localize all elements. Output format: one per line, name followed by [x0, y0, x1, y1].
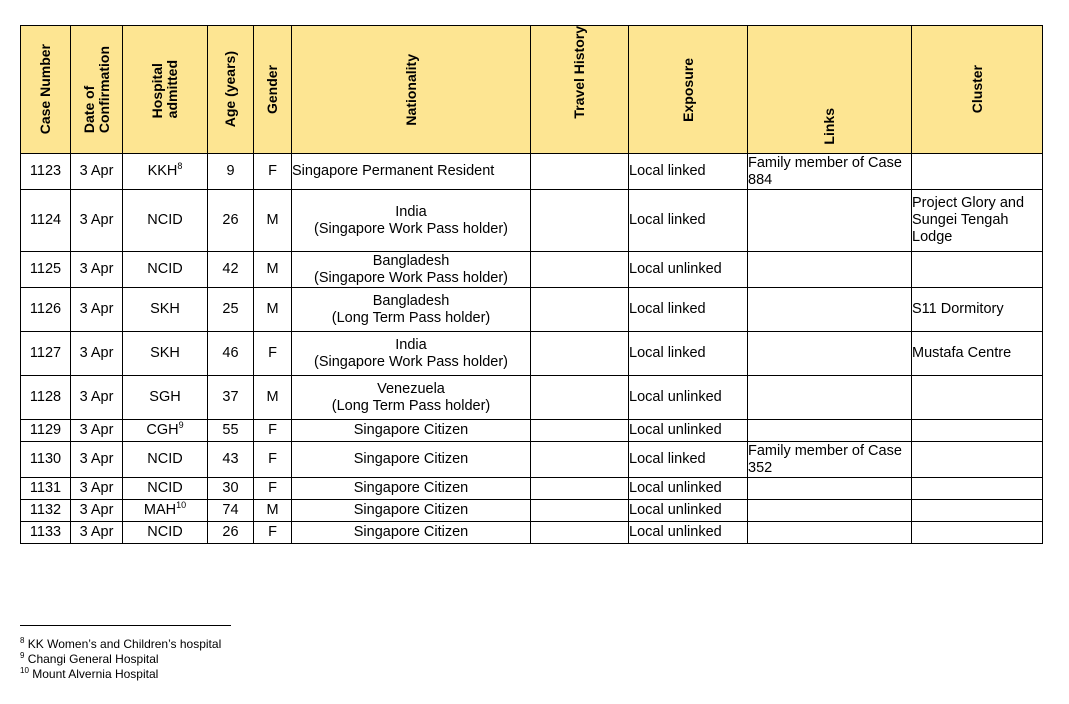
nationality-text: India [395, 203, 427, 220]
cell-gender: F [254, 332, 292, 376]
cell-links [748, 522, 912, 544]
header-age: Age (years) [208, 26, 254, 154]
cell-nationality [292, 190, 531, 252]
footnote-ref: 8 [177, 161, 183, 172]
cell-travel-history [531, 332, 629, 376]
cell-date: 3 Apr [71, 288, 123, 332]
cell-age: 26 [208, 522, 254, 544]
nationality-text: Bangladesh [372, 292, 450, 309]
case-table [20, 25, 1043, 544]
cell-nationality [292, 154, 531, 190]
cell-exposure: Local linked [629, 332, 748, 376]
cell-cluster [912, 154, 1043, 190]
cell-gender: M [254, 288, 292, 332]
cell-nationality [292, 288, 531, 332]
table-row [21, 154, 1043, 190]
cell-cluster [912, 522, 1043, 544]
cell-links [748, 252, 912, 288]
hospital-name: KKH [147, 163, 178, 179]
footnote-number: 8 [20, 636, 25, 645]
cell-date: 3 Apr [71, 190, 123, 252]
cell-cluster [912, 252, 1043, 288]
cell-links [748, 500, 912, 522]
cell-cluster [912, 478, 1043, 500]
hospital-name: NCID [147, 480, 183, 496]
cell-links [748, 332, 912, 376]
nationality-text: Singapore Citizen [353, 451, 469, 467]
cell-hospital [123, 376, 208, 420]
table-row [21, 500, 1043, 522]
cell-hospital [123, 154, 208, 190]
cell-age: 26 [208, 190, 254, 252]
cell-exposure: Local unlinked [629, 522, 748, 544]
cell-exposure: Local linked [629, 154, 748, 190]
cell-travel-history [531, 252, 629, 288]
cell-cluster: Project Glory and Sungei Tengah Lodge [912, 190, 1043, 252]
nationality-text: Singapore Citizen [353, 480, 469, 496]
cell-age: 43 [208, 442, 254, 478]
cell-links [748, 376, 912, 420]
cell-age: 37 [208, 376, 254, 420]
cell-date: 3 Apr [71, 420, 123, 442]
table-row [21, 332, 1043, 376]
cell-age: 30 [208, 478, 254, 500]
hospital-name: SKH [150, 301, 180, 317]
pass-type-text: (Long Term Pass holder) [331, 309, 491, 326]
cell-exposure: Local unlinked [629, 478, 748, 500]
footnotes [20, 637, 221, 682]
cell-nationality [292, 420, 531, 442]
footnote [20, 667, 221, 682]
cell-nationality [292, 376, 531, 420]
cell-case-number: 1130 [21, 442, 71, 478]
hospital-name: NCID [147, 524, 183, 540]
footnote-ref: 10 [176, 500, 187, 511]
footnote [20, 637, 221, 652]
table-row [21, 442, 1043, 478]
nationality-text: Singapore Citizen [353, 524, 469, 540]
cell-travel-history [531, 478, 629, 500]
header-hospital-admitted: Hospital admitted [123, 26, 208, 154]
hospital-name: CGH [146, 422, 179, 438]
header-links: Links [748, 26, 912, 154]
table-row [21, 190, 1043, 252]
cell-gender: F [254, 478, 292, 500]
cell-case-number: 1131 [21, 478, 71, 500]
footnote-ref: 9 [178, 420, 184, 431]
pass-type-text: (Singapore Work Pass holder) [314, 269, 508, 286]
cell-case-number: 1128 [21, 376, 71, 420]
cell-travel-history [531, 442, 629, 478]
footnote [20, 652, 221, 667]
cell-links [748, 420, 912, 442]
table-row [21, 288, 1043, 332]
hospital-name: NCID [147, 261, 183, 277]
cell-hospital [123, 288, 208, 332]
cell-cluster: Mustafa Centre [912, 332, 1043, 376]
cell-travel-history [531, 420, 629, 442]
cell-links [748, 190, 912, 252]
cell-case-number: 1133 [21, 522, 71, 544]
cell-exposure: Local unlinked [629, 252, 748, 288]
header-travel-history: Travel History [531, 26, 629, 154]
header-nationality: Nationality [292, 26, 531, 154]
cell-case-number: 1132 [21, 500, 71, 522]
cell-exposure: Local linked [629, 442, 748, 478]
footnote-number: 10 [20, 666, 29, 675]
cell-date: 3 Apr [71, 332, 123, 376]
hospital-name: SGH [149, 389, 181, 405]
cell-cluster [912, 420, 1043, 442]
cell-links: Family member of Case 884 [748, 154, 912, 190]
header-gender: Gender [254, 26, 292, 154]
cell-exposure: Local linked [629, 190, 748, 252]
cell-hospital [123, 522, 208, 544]
header-date-of-confirmation: Date of Confirmation [71, 26, 123, 154]
cell-links [748, 478, 912, 500]
cell-gender: F [254, 442, 292, 478]
cell-age: 25 [208, 288, 254, 332]
hospital-name: NCID [147, 451, 183, 467]
cell-age: 9 [208, 154, 254, 190]
cell-case-number: 1124 [21, 190, 71, 252]
cell-date: 3 Apr [71, 154, 123, 190]
cell-gender: F [254, 154, 292, 190]
cell-cluster [912, 500, 1043, 522]
table-row [21, 420, 1043, 442]
cell-case-number: 1123 [21, 154, 71, 190]
pass-type-text: (Singapore Work Pass holder) [314, 220, 508, 237]
hospital-name: MAH [143, 502, 177, 518]
cell-age: 55 [208, 420, 254, 442]
hospital-name: SKH [150, 345, 180, 361]
cell-hospital [123, 190, 208, 252]
nationality-text: Venezuela [377, 380, 445, 397]
pass-type-text: (Long Term Pass holder) [331, 397, 491, 414]
footnote-divider [20, 625, 231, 626]
cell-age: 42 [208, 252, 254, 288]
cell-hospital [123, 420, 208, 442]
cell-date: 3 Apr [71, 500, 123, 522]
cell-hospital [123, 252, 208, 288]
cell-nationality [292, 478, 531, 500]
cell-date: 3 Apr [71, 522, 123, 544]
footnote-text: Changi General Hospital [24, 652, 159, 666]
cell-gender: F [254, 420, 292, 442]
header-case-number: Case Number [21, 26, 71, 154]
cell-exposure: Local unlinked [629, 376, 748, 420]
cell-date: 3 Apr [71, 376, 123, 420]
cell-travel-history [531, 154, 629, 190]
pass-type-text: (Singapore Work Pass holder) [314, 353, 508, 370]
cell-date: 3 Apr [71, 478, 123, 500]
cell-date: 3 Apr [71, 252, 123, 288]
table-row [21, 522, 1043, 544]
nationality-text: India [395, 336, 427, 353]
cell-links [748, 288, 912, 332]
cell-gender: F [254, 522, 292, 544]
cell-nationality [292, 442, 531, 478]
cell-exposure: Local unlinked [629, 420, 748, 442]
cell-cluster [912, 442, 1043, 478]
cell-nationality [292, 332, 531, 376]
nationality-text: Singapore Permanent Resident [292, 163, 495, 179]
cell-hospital [123, 332, 208, 376]
cell-age: 74 [208, 500, 254, 522]
cell-age: 46 [208, 332, 254, 376]
nationality-text: Singapore Citizen [353, 502, 469, 518]
cell-gender: M [254, 376, 292, 420]
cell-hospital [123, 500, 208, 522]
cell-nationality [292, 522, 531, 544]
cell-gender: M [254, 500, 292, 522]
footnote-text: KK Women’s and Children’s hospital [24, 637, 222, 651]
cell-case-number: 1125 [21, 252, 71, 288]
cell-hospital [123, 478, 208, 500]
table-row [21, 252, 1043, 288]
cell-travel-history [531, 376, 629, 420]
table-row [21, 376, 1043, 420]
cell-links: Family member of Case 352 [748, 442, 912, 478]
cell-travel-history [531, 190, 629, 252]
cell-date: 3 Apr [71, 442, 123, 478]
header-exposure: Exposure [629, 26, 748, 154]
cell-nationality [292, 500, 531, 522]
footnote-text: Mount Alvernia Hospital [28, 667, 159, 681]
header-row [21, 26, 1043, 154]
footnote-number: 9 [20, 651, 25, 660]
nationality-text: Bangladesh [372, 252, 450, 269]
cell-cluster: S11 Dormitory [912, 288, 1043, 332]
cell-gender: M [254, 190, 292, 252]
table-row [21, 478, 1043, 500]
cell-nationality [292, 252, 531, 288]
cell-exposure: Local linked [629, 288, 748, 332]
cell-travel-history [531, 522, 629, 544]
cell-travel-history [531, 500, 629, 522]
cell-travel-history [531, 288, 629, 332]
header-cluster: Cluster [912, 26, 1043, 154]
cell-case-number: 1126 [21, 288, 71, 332]
hospital-name: NCID [147, 212, 183, 228]
cell-gender: M [254, 252, 292, 288]
cell-cluster [912, 376, 1043, 420]
nationality-text: Singapore Citizen [353, 422, 469, 438]
cell-case-number: 1127 [21, 332, 71, 376]
cell-hospital [123, 442, 208, 478]
cell-exposure: Local unlinked [629, 500, 748, 522]
cell-case-number: 1129 [21, 420, 71, 442]
